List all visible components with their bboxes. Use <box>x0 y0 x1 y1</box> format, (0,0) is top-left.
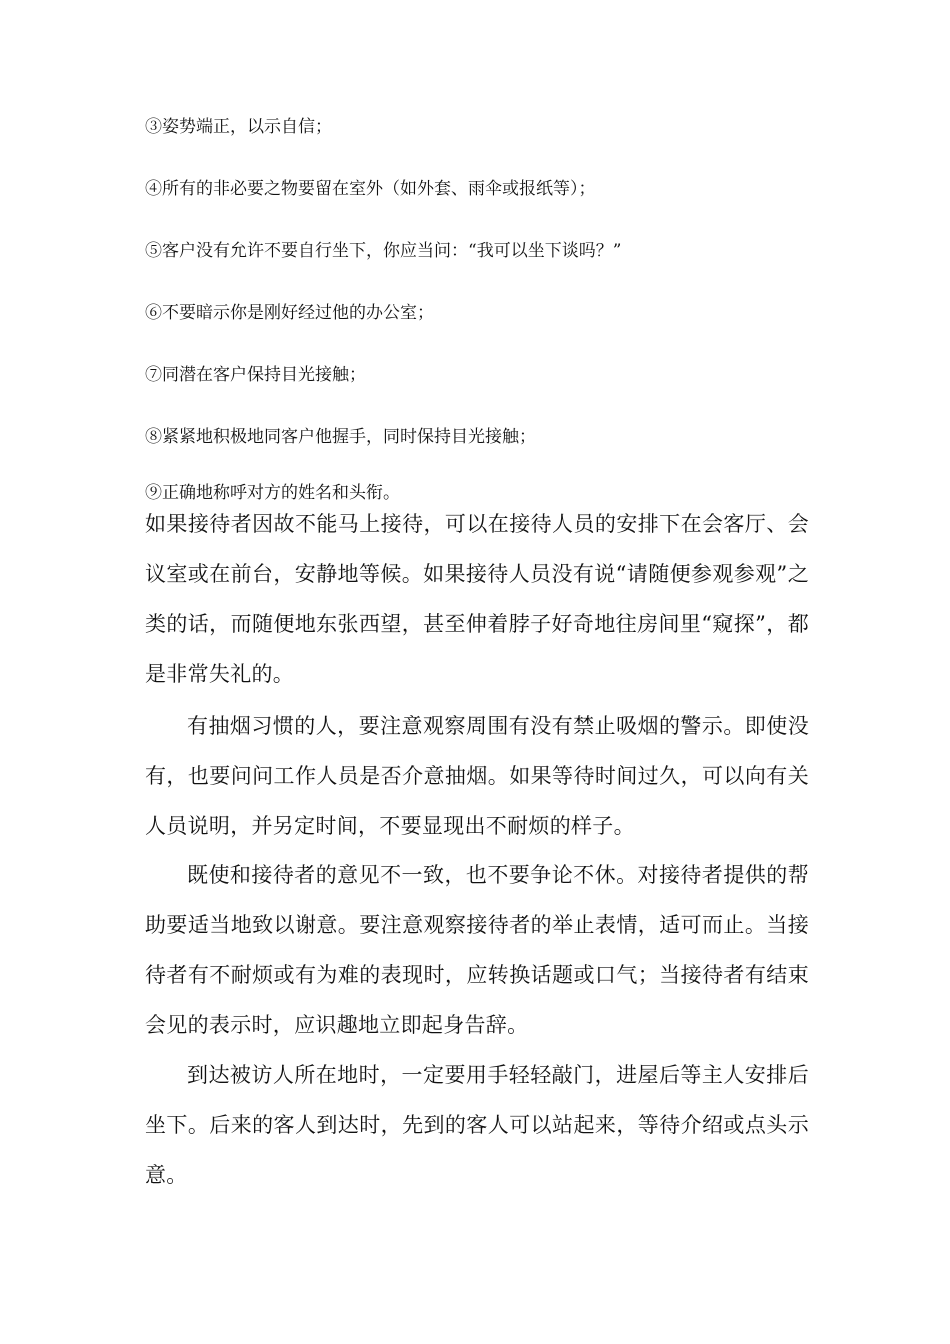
list-item: ⑧紧紧地积极地同客户他握手，同时保持目光接触； <box>145 427 536 447</box>
list-item: ⑤客户没有允许不要自行坐下，你应当问：“我可以坐下谈吗？” <box>145 241 622 261</box>
list-item: ⑥不要暗示你是刚好经过他的办公室； <box>145 303 434 323</box>
list-item: ③姿势端正，以示自信； <box>145 117 332 137</box>
list-item: ⑨正确地称呼对方的姓名和头衔。 <box>145 483 400 503</box>
paragraph: 有抽烟习惯的人，要注意观察周围有没有禁止吸烟的警示。即使没有，也要问问工作人员是否介意抽烟。如果等待时间过久，可以向有关人员说明，并另定时间，不要显现出不耐烦的样子。 <box>145 714 809 838</box>
list-item: ④所有的非必要之物要留在室外（如外套、雨伞或报纸等）； <box>145 179 596 199</box>
paragraph: 到达被访人所在地时，一定要用手轻轻敲门，进屋后等主人安排后坐下。后来的客人到达时，先到的客人可以站起来，等待介绍或点头示意。 <box>145 1063 809 1187</box>
paragraph: 既使和接待者的意见不一致，也不要争论不休。对接待者提供的帮助要适当地致以谢意。要注意观察接待者的举止表情，适可而止。当接待者有不耐烦或有为难的表现时，应转换话题或口气；当接待者有结束会见的表示时，应识趣地立即起身告辞。 <box>145 863 809 1037</box>
list-item: ⑦同潜在客户保持目光接触； <box>145 365 366 385</box>
paragraph: 如果接待者因故不能马上接待，可以在接待人员的安排下在会客厅、会议室或在前台，安静地等候。如果接待人员没有说“请随便参观参观”之类的话，而随便地东张西望，甚至伸着脖子好奇地往房间里“窥探”，都是非常失礼的。 <box>145 512 809 686</box>
